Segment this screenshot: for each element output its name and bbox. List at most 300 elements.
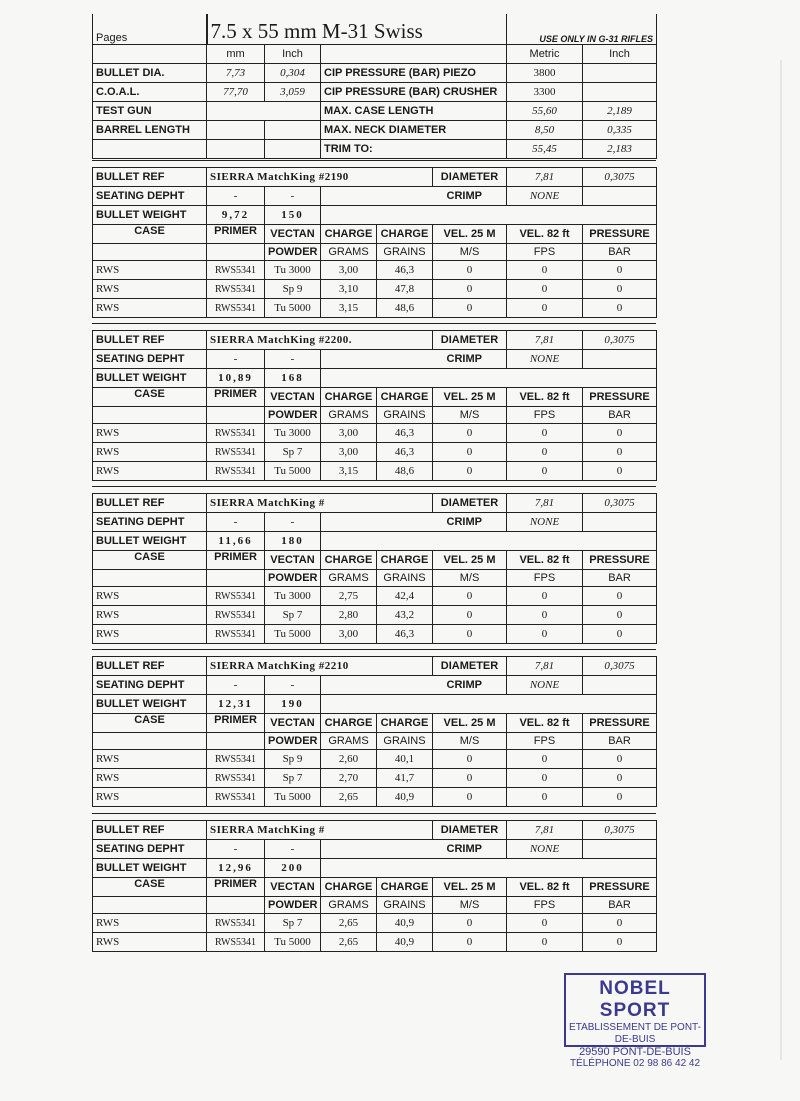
load-case: RWS	[93, 424, 207, 443]
unit-inch: Inch	[265, 44, 321, 63]
load-primer: RWS5341	[207, 261, 265, 280]
load-data-table-5	[92, 820, 657, 952]
unit-bar: BAR	[583, 570, 657, 587]
col-powder: POWDER	[265, 897, 321, 914]
col-pressure: PRESSURE	[583, 878, 657, 897]
unit-grains: GRAINS	[377, 570, 433, 587]
unit-ms: M/S	[433, 570, 507, 587]
load-case: RWS	[93, 933, 207, 952]
seating-label: SEATING DEPHT	[93, 350, 207, 369]
load-pressure: 0	[583, 462, 657, 481]
bullet-name: SIERRA MatchKing #2190	[207, 168, 433, 187]
seating-value-2: -	[265, 676, 321, 695]
spec-mm	[207, 101, 321, 120]
weight-label: BULLET WEIGHT	[93, 532, 207, 551]
load-grains: 48,6	[377, 462, 433, 481]
load-grams: 2,65	[321, 914, 377, 933]
unit-ms: M/S	[433, 897, 507, 914]
spec-label: BARREL LENGTH	[93, 120, 207, 139]
load-grams: 3,10	[321, 280, 377, 299]
col-powder: POWDER	[265, 570, 321, 587]
col-primer: PRIMER	[207, 878, 265, 897]
load-pressure: 0	[583, 914, 657, 933]
spec-inch-2: 2,189	[583, 101, 657, 120]
col-case: CASE	[93, 878, 207, 897]
unit-bar: BAR	[583, 407, 657, 424]
unit-grams: GRAMS	[321, 897, 377, 914]
load-vel-25m: 0	[433, 625, 507, 644]
load-data-table-4	[92, 656, 657, 807]
unit-mm: mm	[207, 44, 265, 63]
load-vel-25m: 0	[433, 443, 507, 462]
col-vel-82ft: VEL. 82 ft	[507, 388, 583, 407]
col-vectan: VECTAN	[265, 225, 321, 244]
col-charge-grains: CHARGE	[377, 388, 433, 407]
unit-grains: GRAINS	[377, 733, 433, 750]
weight-grains: 150	[265, 206, 321, 225]
load-case: RWS	[93, 606, 207, 625]
weight-grams: 9,72	[207, 206, 265, 225]
weight-grains: 168	[265, 369, 321, 388]
section-divider	[92, 486, 656, 488]
load-row	[93, 424, 657, 443]
load-grams: 2,80	[321, 606, 377, 625]
load-case: RWS	[93, 788, 207, 807]
load-vel-82ft: 0	[507, 750, 583, 769]
load-grams: 3,00	[321, 424, 377, 443]
section-divider	[92, 160, 656, 162]
load-primer: RWS5341	[207, 933, 265, 952]
load-grains: 42,4	[377, 587, 433, 606]
section-divider	[92, 813, 656, 815]
crimp-value: NONE	[507, 187, 583, 206]
diameter-mm: 7,81	[507, 821, 583, 840]
load-grams: 2,65	[321, 788, 377, 807]
nobel-sport-stamp	[564, 973, 706, 1069]
diameter-inch: 0,3075	[583, 494, 657, 513]
col-vel-82ft: VEL. 82 ft	[507, 551, 583, 570]
diameter-mm: 7,81	[507, 657, 583, 676]
unit-fps: FPS	[507, 407, 583, 424]
load-vel-25m: 0	[433, 769, 507, 788]
load-pressure: 0	[583, 587, 657, 606]
load-row	[93, 914, 657, 933]
load-vel-82ft: 0	[507, 443, 583, 462]
load-vel-25m: 0	[433, 462, 507, 481]
crimp-label: CRIMP	[321, 676, 507, 695]
spec-metric: 55,45	[507, 139, 583, 158]
load-vel-25m: 0	[433, 424, 507, 443]
bullet-name: SIERRA MatchKing #	[207, 821, 433, 840]
col-vectan: VECTAN	[265, 714, 321, 733]
load-row	[93, 280, 657, 299]
seating-value-2: -	[265, 513, 321, 532]
load-vel-25m: 0	[433, 606, 507, 625]
col-charge-grains: CHARGE	[377, 551, 433, 570]
seating-label: SEATING DEPHT	[93, 513, 207, 532]
load-row	[93, 261, 657, 280]
load-data-table-2	[92, 330, 657, 481]
weight-label: BULLET WEIGHT	[93, 695, 207, 714]
unit-metric: Metric	[507, 44, 583, 63]
crimp-value: NONE	[507, 513, 583, 532]
weight-label: BULLET WEIGHT	[93, 369, 207, 388]
load-row	[93, 625, 657, 644]
diameter-inch: 0,3075	[583, 657, 657, 676]
spec-row	[93, 63, 657, 82]
load-vel-82ft: 0	[507, 769, 583, 788]
load-vel-82ft: 0	[507, 788, 583, 807]
load-vel-82ft: 0	[507, 625, 583, 644]
load-case: RWS	[93, 261, 207, 280]
load-primer: RWS5341	[207, 914, 265, 933]
col-charge-grains: CHARGE	[377, 225, 433, 244]
load-vel-82ft: 0	[507, 424, 583, 443]
spec-inch: 0,304	[265, 63, 321, 82]
load-primer: RWS5341	[207, 280, 265, 299]
spec-label-2: TRIM TO:	[321, 139, 507, 158]
spec-row	[93, 101, 657, 120]
diameter-label: DIAMETER	[433, 331, 507, 350]
diameter-mm: 7,81	[507, 168, 583, 187]
load-grains: 40,9	[377, 914, 433, 933]
weight-grams: 11,66	[207, 532, 265, 551]
col-primer: PRIMER	[207, 551, 265, 570]
load-case: RWS	[93, 280, 207, 299]
col-case: CASE	[93, 714, 207, 733]
col-charge-grams: CHARGE	[321, 714, 377, 733]
spec-label: BULLET DIA.	[93, 63, 207, 82]
load-powder: Sp 9	[265, 750, 321, 769]
weight-grains: 190	[265, 695, 321, 714]
spec-mm	[207, 139, 265, 158]
col-vectan: VECTAN	[265, 551, 321, 570]
weight-grams: 12,96	[207, 859, 265, 878]
load-vel-25m: 0	[433, 933, 507, 952]
bullet-ref-label: BULLET REF	[93, 494, 207, 513]
seating-label: SEATING DEPHT	[93, 676, 207, 695]
load-pressure: 0	[583, 280, 657, 299]
diameter-label: DIAMETER	[433, 494, 507, 513]
load-pressure: 0	[583, 443, 657, 462]
stamp-line-3: TÉLÉPHONE 02 98 86 42 42	[569, 1058, 701, 1069]
load-powder: Tu 5000	[265, 625, 321, 644]
bullet-name: SIERRA MatchKing #2200.	[207, 331, 433, 350]
seating-value-1: -	[207, 350, 265, 369]
load-vel-82ft: 0	[507, 462, 583, 481]
seating-value-1: -	[207, 513, 265, 532]
crimp-label: CRIMP	[321, 187, 507, 206]
load-grains: 46,3	[377, 625, 433, 644]
spec-mm: 77,70	[207, 82, 265, 101]
load-case: RWS	[93, 914, 207, 933]
load-primer: RWS5341	[207, 750, 265, 769]
spec-label: TEST GUN	[93, 101, 207, 120]
load-powder: Tu 3000	[265, 261, 321, 280]
spec-metric: 3800	[507, 63, 583, 82]
spec-label-2: CIP PRESSURE (BAR) PIEZO	[321, 63, 507, 82]
load-vel-25m: 0	[433, 299, 507, 318]
load-row	[93, 462, 657, 481]
load-row	[93, 606, 657, 625]
bullet-ref-label: BULLET REF	[93, 821, 207, 840]
load-vel-82ft: 0	[507, 914, 583, 933]
col-pressure: PRESSURE	[583, 388, 657, 407]
load-powder: Tu 3000	[265, 424, 321, 443]
load-pressure: 0	[583, 424, 657, 443]
col-powder: POWDER	[265, 733, 321, 750]
col-charge-grams: CHARGE	[321, 551, 377, 570]
load-powder: Sp 7	[265, 914, 321, 933]
col-vel-82ft: VEL. 82 ft	[507, 878, 583, 897]
col-vel-82ft: VEL. 82 ft	[507, 714, 583, 733]
spec-mm	[207, 120, 265, 139]
load-primer: RWS5341	[207, 424, 265, 443]
col-vel-25m: VEL. 25 M	[433, 878, 507, 897]
weight-grains: 180	[265, 532, 321, 551]
seating-value-1: -	[207, 187, 265, 206]
load-case: RWS	[93, 299, 207, 318]
load-primer: RWS5341	[207, 299, 265, 318]
unit-grains: GRAINS	[377, 897, 433, 914]
col-case: CASE	[93, 551, 207, 570]
load-grains: 40,1	[377, 750, 433, 769]
load-case: RWS	[93, 750, 207, 769]
stamp-line-1: ETABLISSEMENT DE PONT-DE-BUIS	[569, 1022, 701, 1045]
load-grains: 48,6	[377, 299, 433, 318]
diameter-mm: 7,81	[507, 494, 583, 513]
load-vel-25m: 0	[433, 587, 507, 606]
load-row	[93, 788, 657, 807]
bullet-name: SIERRA MatchKing #2210	[207, 657, 433, 676]
load-primer: RWS5341	[207, 788, 265, 807]
crimp-label: CRIMP	[321, 840, 507, 859]
load-grains: 46,3	[377, 443, 433, 462]
spec-metric: 8,50	[507, 120, 583, 139]
bullet-name: SIERRA MatchKing #	[207, 494, 433, 513]
load-pressure: 0	[583, 261, 657, 280]
load-vel-82ft: 0	[507, 261, 583, 280]
load-vel-25m: 0	[433, 750, 507, 769]
page-edge	[780, 60, 782, 1060]
load-vel-82ft: 0	[507, 933, 583, 952]
load-pressure: 0	[583, 625, 657, 644]
section-divider	[92, 323, 656, 325]
col-case: CASE	[93, 388, 207, 407]
spec-metric: 55,60	[507, 101, 583, 120]
stamp-line-2: 29590 PONT-DE-BUIS	[579, 1046, 691, 1058]
load-primer: RWS5341	[207, 443, 265, 462]
load-case: RWS	[93, 625, 207, 644]
weight-grains: 200	[265, 859, 321, 878]
load-vel-25m: 0	[433, 788, 507, 807]
col-primer: PRIMER	[207, 388, 265, 407]
diameter-mm: 7,81	[507, 331, 583, 350]
load-grams: 3,00	[321, 625, 377, 644]
crimp-label: CRIMP	[321, 513, 507, 532]
spec-metric: 3300	[507, 82, 583, 101]
crimp-value: NONE	[507, 840, 583, 859]
seating-value-2: -	[265, 840, 321, 859]
load-grains: 43,2	[377, 606, 433, 625]
unit-fps: FPS	[507, 570, 583, 587]
load-case: RWS	[93, 462, 207, 481]
load-vel-25m: 0	[433, 914, 507, 933]
crimp-label: CRIMP	[321, 350, 507, 369]
load-grains: 40,9	[377, 933, 433, 952]
col-vel-25m: VEL. 25 M	[433, 714, 507, 733]
load-primer: RWS5341	[207, 462, 265, 481]
load-powder: Sp 9	[265, 280, 321, 299]
load-powder: Tu 5000	[265, 299, 321, 318]
col-vectan: VECTAN	[265, 878, 321, 897]
unit-bar: BAR	[583, 244, 657, 261]
col-charge-grams: CHARGE	[321, 225, 377, 244]
pages-label: Pages	[93, 14, 207, 44]
col-powder: POWDER	[265, 244, 321, 261]
unit-fps: FPS	[507, 244, 583, 261]
load-data-table-1	[92, 167, 657, 318]
unit-grams: GRAMS	[321, 407, 377, 424]
load-powder: Tu 5000	[265, 462, 321, 481]
load-data-table-3	[92, 493, 657, 644]
diameter-inch: 0,3075	[583, 168, 657, 187]
bullet-ref-label: BULLET REF	[93, 657, 207, 676]
spec-inch: 3,059	[265, 82, 321, 101]
stamp-brand: NOBEL SPORT	[599, 978, 671, 1021]
spec-inch	[265, 120, 321, 139]
load-row	[93, 587, 657, 606]
bullet-ref-label: BULLET REF	[93, 168, 207, 187]
unit-ms: M/S	[433, 407, 507, 424]
col-pressure: PRESSURE	[583, 714, 657, 733]
seating-label: SEATING DEPHT	[93, 840, 207, 859]
unit-fps: FPS	[507, 897, 583, 914]
load-row	[93, 769, 657, 788]
section-divider	[92, 649, 656, 651]
unit-ms: M/S	[433, 733, 507, 750]
unit-inch-2: Inch	[583, 44, 657, 63]
unit-grains: GRAINS	[377, 244, 433, 261]
load-row	[93, 750, 657, 769]
crimp-value: NONE	[507, 676, 583, 695]
seating-value-2: -	[265, 350, 321, 369]
load-primer: RWS5341	[207, 606, 265, 625]
load-powder: Tu 3000	[265, 587, 321, 606]
seating-label: SEATING DEPHT	[93, 187, 207, 206]
crimp-value: NONE	[507, 350, 583, 369]
load-primer: RWS5341	[207, 769, 265, 788]
spec-mm: 7,73	[207, 63, 265, 82]
document-title: 7.5 x 55 mm M-31 Swiss	[207, 14, 507, 44]
unit-grains: GRAINS	[377, 407, 433, 424]
load-vel-82ft: 0	[507, 587, 583, 606]
load-case: RWS	[93, 443, 207, 462]
load-row	[93, 933, 657, 952]
load-powder: Tu 5000	[265, 933, 321, 952]
unit-bar: BAR	[583, 897, 657, 914]
load-vel-82ft: 0	[507, 299, 583, 318]
spec-row	[93, 139, 657, 158]
load-grams: 2,65	[321, 933, 377, 952]
load-grains: 46,3	[377, 424, 433, 443]
load-vel-25m: 0	[433, 280, 507, 299]
load-grains: 41,7	[377, 769, 433, 788]
load-grams: 3,15	[321, 462, 377, 481]
col-vel-25m: VEL. 25 M	[433, 225, 507, 244]
load-row	[93, 443, 657, 462]
load-powder: Tu 5000	[265, 788, 321, 807]
col-case: CASE	[93, 225, 207, 244]
load-pressure: 0	[583, 769, 657, 788]
load-row	[93, 299, 657, 318]
load-grams: 2,75	[321, 587, 377, 606]
usage-note: USE ONLY IN G-31 RIFLES	[507, 14, 657, 44]
weight-grams: 10,89	[207, 369, 265, 388]
load-grams: 3,00	[321, 261, 377, 280]
spec-inch-2: 2,183	[583, 139, 657, 158]
col-charge-grams: CHARGE	[321, 878, 377, 897]
load-pressure: 0	[583, 606, 657, 625]
col-pressure: PRESSURE	[583, 225, 657, 244]
spec-row	[93, 120, 657, 139]
col-charge-grains: CHARGE	[377, 714, 433, 733]
load-primer: RWS5341	[207, 625, 265, 644]
spec-inch	[265, 139, 321, 158]
load-grams: 2,60	[321, 750, 377, 769]
seating-value-1: -	[207, 676, 265, 695]
load-grams: 3,00	[321, 443, 377, 462]
spec-label: C.O.A.L.	[93, 82, 207, 101]
diameter-inch: 0,3075	[583, 331, 657, 350]
col-primer: PRIMER	[207, 225, 265, 244]
seating-value-2: -	[265, 187, 321, 206]
load-grains: 46,3	[377, 261, 433, 280]
load-powder: Sp 7	[265, 606, 321, 625]
load-vel-82ft: 0	[507, 606, 583, 625]
col-vel-82ft: VEL. 82 ft	[507, 225, 583, 244]
diameter-inch: 0,3075	[583, 821, 657, 840]
col-pressure: PRESSURE	[583, 551, 657, 570]
spec-label-2: MAX. CASE LENGTH	[321, 101, 507, 120]
load-pressure: 0	[583, 750, 657, 769]
load-pressure: 0	[583, 788, 657, 807]
unit-ms: M/S	[433, 244, 507, 261]
col-vel-25m: VEL. 25 M	[433, 551, 507, 570]
diameter-label: DIAMETER	[433, 657, 507, 676]
col-primer: PRIMER	[207, 714, 265, 733]
col-vel-25m: VEL. 25 M	[433, 388, 507, 407]
unit-bar: BAR	[583, 733, 657, 750]
spec-label	[93, 139, 207, 158]
load-pressure: 0	[583, 933, 657, 952]
weight-grams: 12,31	[207, 695, 265, 714]
col-vectan: VECTAN	[265, 388, 321, 407]
spec-inch-2	[583, 82, 657, 101]
seating-value-1: -	[207, 840, 265, 859]
col-powder: POWDER	[265, 407, 321, 424]
col-charge-grains: CHARGE	[377, 878, 433, 897]
cartridge-spec-table	[92, 14, 657, 159]
load-grams: 3,15	[321, 299, 377, 318]
load-vel-82ft: 0	[507, 280, 583, 299]
load-grains: 47,8	[377, 280, 433, 299]
load-primer: RWS5341	[207, 587, 265, 606]
load-powder: Sp 7	[265, 769, 321, 788]
load-powder: Sp 7	[265, 443, 321, 462]
unit-fps: FPS	[507, 733, 583, 750]
unit-grams: GRAMS	[321, 244, 377, 261]
